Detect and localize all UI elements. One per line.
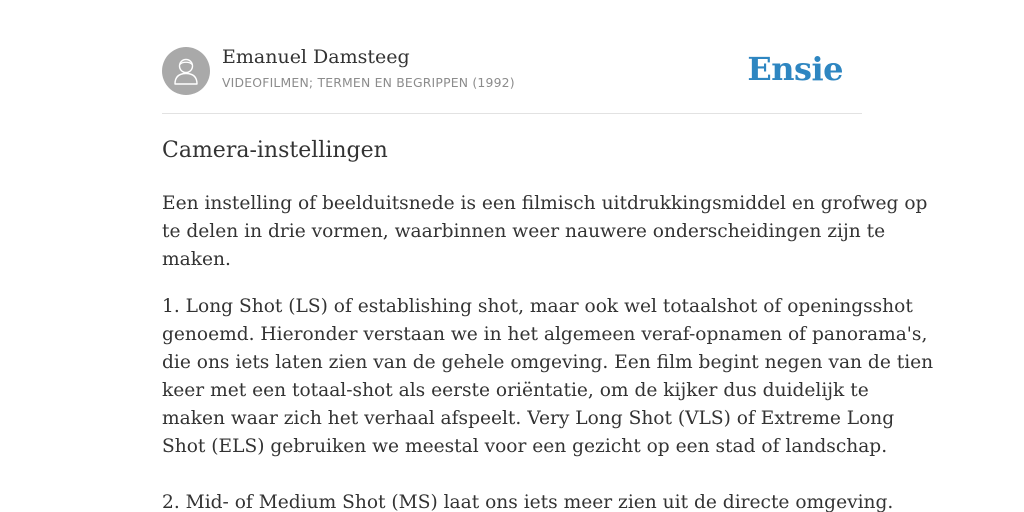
author-name[interactable]: Emanuel Damsteeg: [222, 46, 410, 68]
article-title: Camera-instellingen: [162, 138, 388, 163]
user-icon: [162, 47, 210, 95]
source-title[interactable]: VIDEOFILMEN; TERMEN EN BEGRIPPEN (1992): [222, 75, 515, 90]
text-line: te delen in drie vormen, waarbinnen weer nauwere onderscheidingen zijn te: [162, 221, 886, 242]
line-break: [162, 461, 872, 489]
article-header: [162, 46, 862, 96]
text-line: maken.: [162, 249, 231, 270]
author-avatar[interactable]: [162, 47, 210, 95]
text-line: Shot (ELS) gebruiken we meestal voor een gezicht op een stad of landschap.: [162, 436, 888, 457]
text-line: 1. Long Shot (LS) of establishing shot, maar ook wel totaalshot of openingsshot: [162, 296, 913, 317]
text-line: genoemd. Hieronder verstaan we in het algemeen veraf-opnamen of panorama's,: [162, 324, 928, 345]
text-line: Een instelling of beelduitsnede is een filmisch uitdrukkingsmiddel en grofweg op: [162, 193, 928, 214]
text-line: keer met een totaal-shot als eerste oriëntatie, om de kijker dus duidelijk te: [162, 380, 869, 401]
text-line: die ons iets laten zien van de gehele omgeving. Een film begint negen van de tien: [162, 352, 934, 373]
paragraph-long-shot: [162, 293, 934, 512]
header-divider: [162, 113, 862, 114]
paragraph-intro: [162, 190, 928, 274]
ensie-logo[interactable]: Ensie: [747, 50, 843, 88]
text-line: 2. Mid- of Medium Shot (MS) laat ons iets meer zien uit de directe omgeving.: [162, 492, 894, 512]
text-line: maken waar zich het verhaal afspeelt. Very Long Shot (VLS) of Extreme Long: [162, 408, 895, 429]
article-body: [162, 190, 934, 512]
